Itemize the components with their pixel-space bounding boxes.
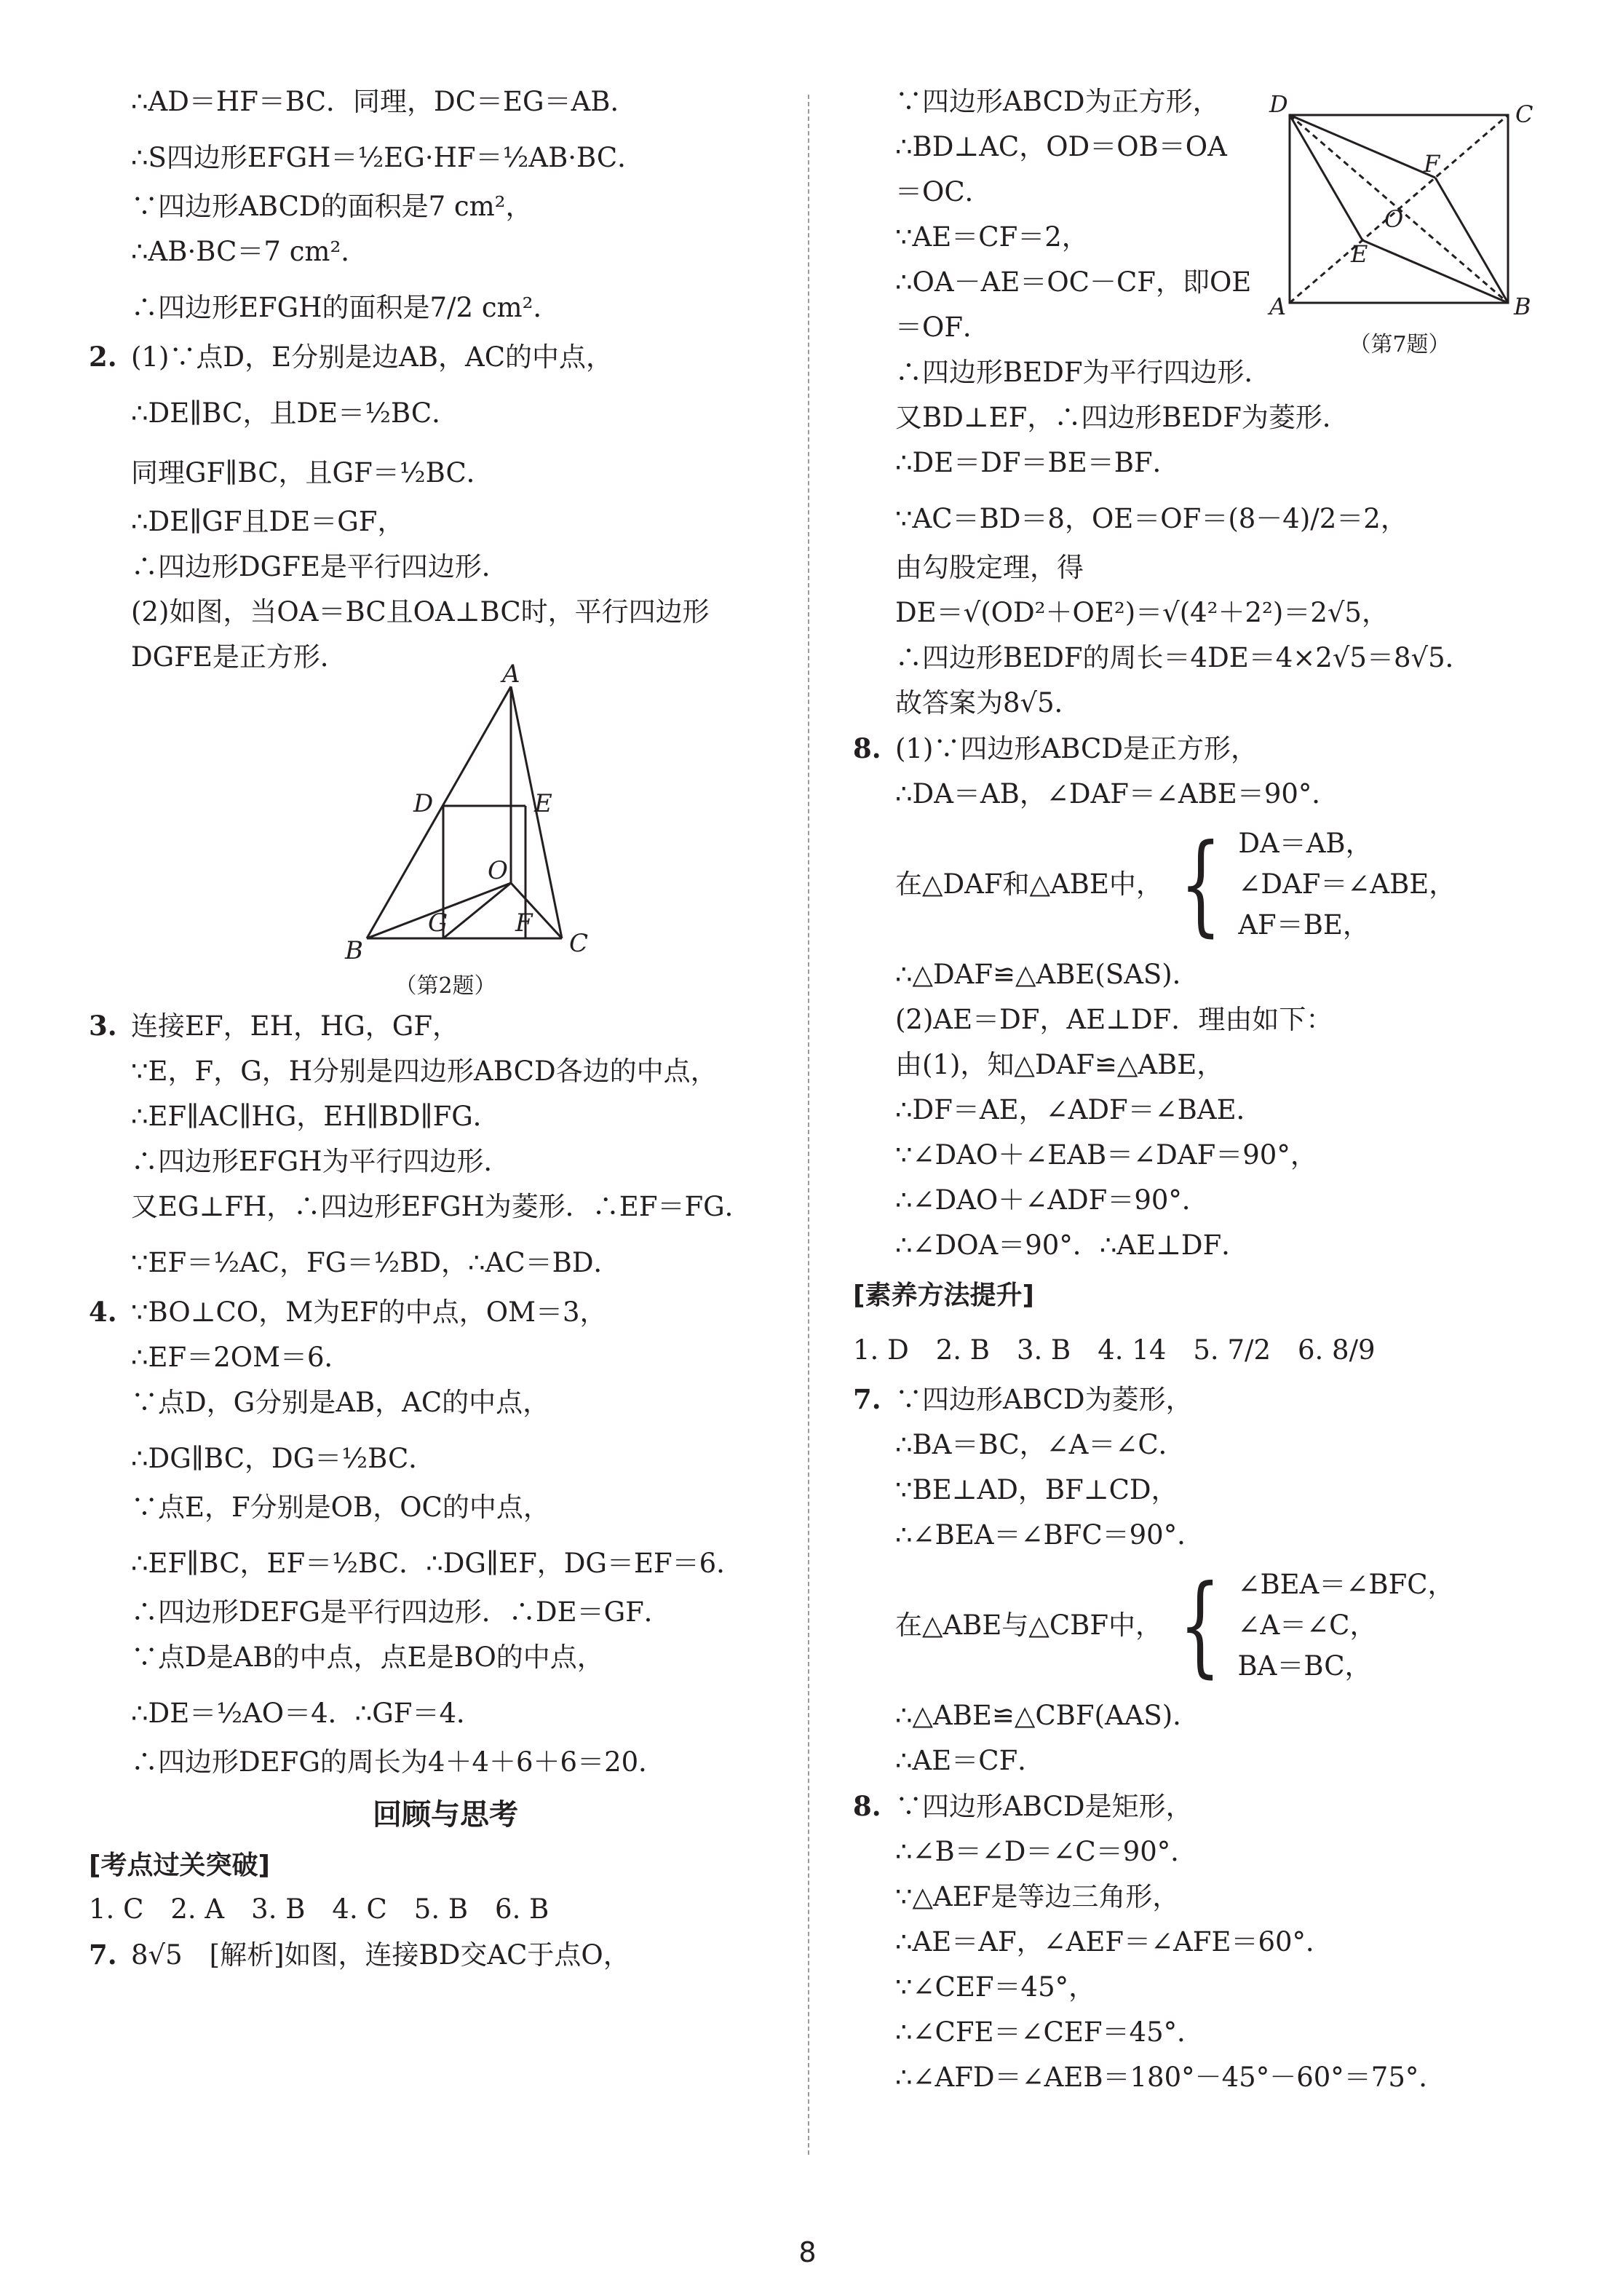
congruence-conditions [853, 823, 1552, 946]
condition-line: DA＝AB， [1238, 828, 1373, 859]
text-line: ∴△DAF≌△ABE(SAS)． [895, 959, 1199, 990]
text-line: DGFE是正方形． [131, 641, 347, 673]
text-line: ∵四边形ABCD为菱形， [895, 1384, 1193, 1415]
label-A: A [502, 660, 520, 689]
condition-line: BA＝BC， [1237, 1650, 1372, 1682]
text-line: (1)∵点D，E分别是边AB，AC的中点， [131, 341, 614, 373]
figure-question-2 [89, 660, 802, 999]
text-line: ＝OF． [895, 312, 991, 343]
text-line: ∴OA－AE＝OC－CF，即OE [895, 266, 1252, 298]
text-line: ∵EF＝½AC，FG＝½BD，∴AC＝BD． [131, 1247, 621, 1278]
column-divider [808, 95, 809, 2155]
text-line: (1)∵四边形ABCD是正方形， [895, 733, 1258, 764]
text-line: 由勾股定理，得 [895, 552, 1084, 583]
text-line: (2)如图，当OA＝BC且OA⊥BC时，平行四边形 [131, 596, 710, 628]
text-line: ∵△AEF是等边三角形， [895, 1881, 1180, 1912]
text-line: ∵∠DAO＋∠EAB＝∠DAF＝90°， [895, 1139, 1317, 1171]
text-line: ∵∠CEF＝45°， [895, 1971, 1096, 2003]
label-O: O [1384, 205, 1404, 233]
label-A: A [1269, 293, 1287, 320]
text-line: ∵AC＝BD＝8，OE＝OF＝(8－4)/2＝2， [895, 503, 1408, 534]
text-line: ∴DG∥BC，DG＝½BC． [131, 1443, 436, 1474]
text-line: ∴BA＝BC，∠A＝∠C． [895, 1429, 1186, 1460]
text-line: ∴∠DOA＝90°．∴AE⊥DF． [895, 1230, 1249, 1261]
text-line: ∵点E，F分别是OB，OC的中点， [131, 1492, 550, 1523]
label-E: E [1351, 240, 1368, 268]
text-line: ∴AE＝AF，∠AEF＝∠AFE＝60°． [895, 1926, 1333, 1957]
label-E: E [534, 789, 552, 818]
text-line: 8√5 [解析]如图，连接BD交AC于点O， [131, 1939, 630, 1971]
label-C: C [569, 929, 589, 958]
text-line: ∴EF∥BC，EF＝½BC．∴DG∥EF，DG＝EF＝6． [131, 1548, 744, 1579]
solution-3 [89, 1010, 802, 1290]
brace-lead-text: 在△DAF和△ABE中， [895, 868, 1163, 900]
text-line: ∴∠CFE＝∠CEF＝45°． [895, 2016, 1205, 2048]
text-line: 连接EF，EH，HG，GF， [131, 1010, 460, 1042]
answer-key-line: 1. C 2. A 3. B 4. C 5. B 6. B [89, 1893, 549, 1925]
page-number: 8 [798, 2236, 817, 2268]
solution-7-continued [853, 86, 1552, 719]
text-line: ∵AE＝CF＝2， [895, 221, 1089, 253]
solution-7b [853, 1383, 1552, 1777]
text-line: ∴∠AFD＝∠AEB＝180°－45°－60°＝75°． [895, 2062, 1446, 2093]
text-line: ∴AB·BC＝7 cm²． [131, 236, 368, 267]
text-line: 又EG⊥FH，∴四边形EFGH为菱形．∴EF＝FG． [131, 1191, 752, 1222]
congruence-conditions [853, 1564, 1552, 1687]
text-line: 又BD⊥EF，∴四边形BEDF为菱形． [895, 402, 1349, 433]
text-line: ∴∠BEA＝∠BFC＝90°． [895, 1519, 1205, 1551]
left-column [89, 86, 802, 1984]
left-brace-icon: { [1179, 821, 1222, 948]
subsection-heading: [考点过关突破] [89, 1850, 270, 1880]
condition-line: ∠DAF＝∠ABE， [1238, 868, 1456, 900]
solution-1-continued [89, 86, 802, 335]
text-line: 故答案为8√5． [895, 687, 1082, 719]
condition-line: ∠BEA＝∠BFC， [1237, 1569, 1455, 1600]
text-line: ∵E，F，G，H分别是四边形ABCD各边的中点， [131, 1056, 718, 1087]
solution-4 [89, 1296, 802, 1778]
brace-lead-text: 在△ABE与△CBF中， [895, 1610, 1163, 1641]
text-line: ∴△ABE≌△CBF(AAS)． [895, 1700, 1200, 1731]
label-G: G [428, 908, 448, 938]
label-O: O [488, 856, 508, 885]
text-line: ∴DE＝½AO＝4．∴GF＝4． [131, 1698, 483, 1729]
question-number: 4. [89, 1296, 117, 1328]
text-line: ∴AD＝HF＝BC．同理，DC＝EG＝AB． [131, 86, 638, 117]
question-number: 3. [89, 1010, 117, 1042]
text-line: ∴AE＝CF． [895, 1745, 1045, 1776]
solution-8 [853, 732, 1552, 1262]
figure-caption: （第2题） [394, 973, 496, 999]
question-number: 8. [853, 1790, 881, 1822]
label-B: B [1514, 293, 1531, 320]
answer-key-line: 1. D 2. B 3. B 4. 14 5. 7/2 6. 8/9 [853, 1334, 1376, 1366]
text-line: ∴四边形EFGH为平行四边形． [131, 1146, 511, 1177]
text-line: ∵四边形ABCD为正方形， [895, 86, 1220, 117]
solution-2 [89, 341, 802, 673]
text-line: ∵BE⊥AD，BF⊥CD， [895, 1474, 1178, 1505]
label-D: D [1269, 90, 1288, 118]
section-title: 回顾与思考 [373, 1798, 518, 1832]
text-line: ∴EF∥AC∥HG，EH∥BD∥FG． [131, 1101, 500, 1132]
text-line: ∴四边形BEDF为平行四边形． [895, 357, 1271, 388]
label-D: D [413, 789, 434, 818]
text-line: (2)AE＝DF，AE⊥DF．理由如下： [895, 1004, 1333, 1035]
label-B: B [345, 936, 363, 965]
text-line: ∴四边形EFGH的面积是7/2 cm²． [131, 292, 560, 323]
condition-line: AF＝BE， [1238, 909, 1370, 941]
text-line: ∴BD⊥AC，OD＝OB＝OA [895, 131, 1227, 162]
condition-line: ∠A＝∠C， [1237, 1610, 1377, 1641]
label-F: F [1424, 150, 1440, 178]
left-brace-icon: { [1179, 1562, 1221, 1689]
text-line: ∴S四边形EFGH＝½EG·HF＝½AB·BC． [131, 142, 645, 173]
figure-caption: （第7题） [1349, 332, 1451, 357]
text-line: 由(1)，知△DAF≌△ABE， [895, 1049, 1224, 1080]
label-C: C [1515, 100, 1533, 128]
text-line: ∴DA＝AB，∠DAF＝∠ABE＝90°． [895, 778, 1339, 809]
text-line: ∴DE∥GF且DE＝GF， [131, 506, 405, 537]
question-number: 8. [853, 732, 881, 764]
text-line: ∴DE∥BC，且DE＝½BC． [131, 397, 459, 429]
subsection-heading: [素养方法提升] [853, 1280, 1034, 1310]
label-F: F [515, 908, 533, 938]
text-line: ∵点D是AB的中点，点E是BO的中点， [131, 1642, 604, 1673]
text-line: ∴∠DAO＋∠ADF＝90°． [895, 1184, 1209, 1216]
question-number: 2. [89, 341, 117, 373]
text-line: ∴四边形DEFG是平行四边形．∴DE＝GF． [131, 1596, 671, 1628]
solution-8b [853, 1790, 1552, 2094]
text-line: ∴EF＝2OM＝6． [131, 1342, 352, 1373]
text-line: ∴四边形BEDF的周长＝4DE＝4×2√5＝8√5． [895, 642, 1472, 673]
text-line: DE＝√(OD²＋OE²)＝√(4²＋2²)＝2√5， [895, 597, 1389, 628]
text-line: ∴∠B＝∠D＝∠C＝90°． [895, 1836, 1198, 1867]
text-line: ∵四边形ABCD是矩形， [895, 1791, 1193, 1822]
triangle-square-diagram [89, 660, 802, 965]
text-line: ∴DF＝AE，∠ADF＝∠BAE． [895, 1094, 1263, 1125]
text-line: ∵BO⊥CO，M为EF的中点，OM＝3， [131, 1297, 607, 1328]
right-column [853, 86, 1552, 2107]
text-line: 同理GF∥BC，且GF＝½BC． [131, 457, 493, 488]
text-line: ∴四边形DEFG的周长为4＋4＋6＋6＝20． [131, 1746, 666, 1778]
question-number: 7. [853, 1383, 881, 1415]
text-line: ∴四边形DGFE是平行四边形． [131, 551, 509, 582]
text-line: ∵点D，G分别是AB，AC的中点， [131, 1387, 550, 1418]
text-line: ∴DE＝DF＝BE＝BF． [895, 447, 1180, 478]
question-number: 7. [89, 1939, 117, 1971]
text-line: ＝OC． [895, 176, 992, 207]
text-line: ∵四边形ABCD的面积是7 cm²， [131, 191, 533, 222]
